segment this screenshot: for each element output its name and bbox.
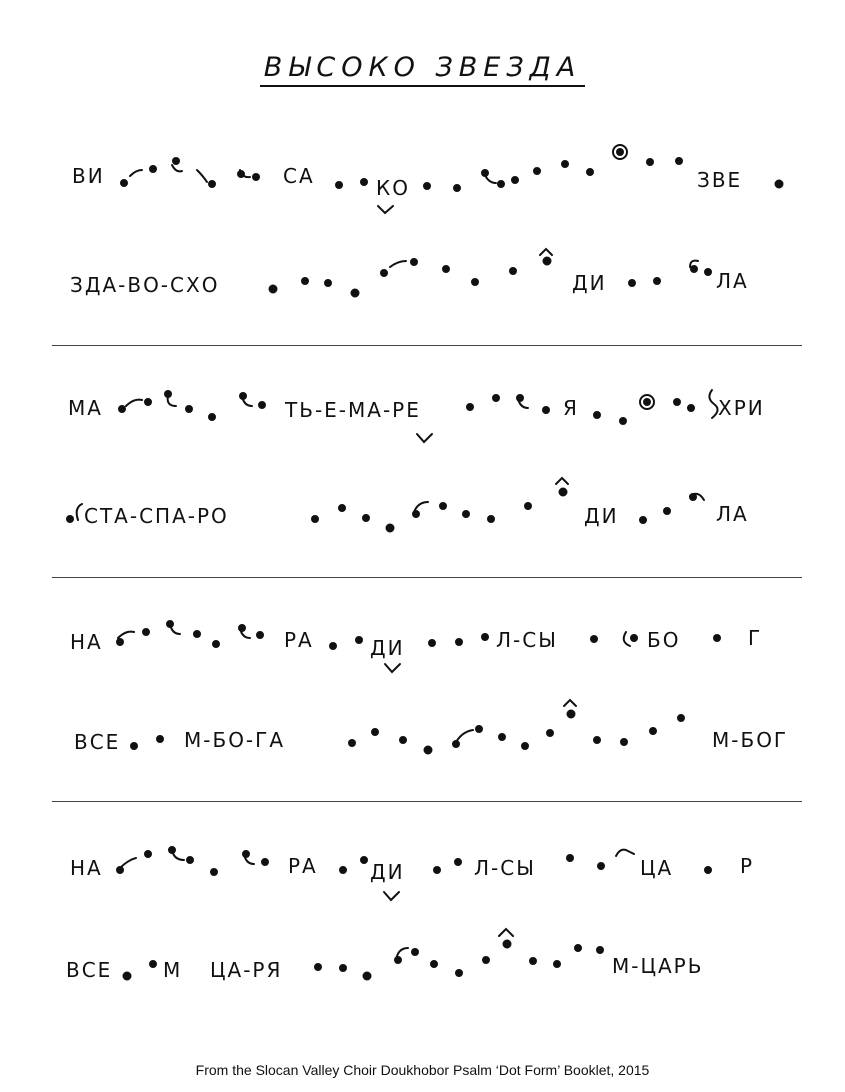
syllable: М-БОГ (712, 728, 789, 752)
source-caption: From the Slocan Valley Choir Doukhobor Psalm ‘Dot Form’ Booklet, 2015 (195, 1062, 650, 1078)
notation-line-1 (0, 140, 845, 230)
syllable: НА (70, 856, 103, 880)
syllable: ЦА-РЯ (210, 958, 283, 982)
notation-line-2 (0, 245, 845, 335)
syllable: СТА-СПА-РО (84, 504, 229, 528)
syllable: ДИ (584, 504, 619, 528)
syllable: ХРИ (718, 396, 765, 420)
notation-line-3 (0, 372, 845, 462)
dot-notation (0, 930, 845, 1020)
syllable: ЛА (716, 502, 749, 526)
dot-notation (0, 706, 845, 796)
dot-notation (0, 372, 845, 462)
syllable: РА (288, 854, 318, 878)
syllable: ЛА (716, 269, 749, 293)
syllable: БО (647, 628, 681, 652)
section-divider (52, 345, 802, 346)
syllable: М-ЦАРЬ (612, 954, 704, 978)
section-divider (52, 577, 802, 578)
dot-notation (0, 140, 845, 230)
syllable: Л-СЫ (474, 856, 536, 880)
syllable: ДИ (572, 271, 607, 295)
syllable: ЗВЕ (697, 168, 743, 192)
syllable: ЦА (640, 856, 674, 880)
syllable: РА (284, 628, 314, 652)
title-text: ВЫСОКО ЗВЕЗДА (260, 52, 586, 87)
dot-notation (0, 245, 845, 335)
syllable: ЗДА-ВО-СХО (70, 273, 220, 297)
syllable: ДИ (370, 860, 405, 884)
syllable: ВСЕ (74, 730, 121, 754)
syllable: Я (563, 396, 579, 420)
syllable: ВСЕ (66, 958, 113, 982)
syllable: М (163, 958, 183, 982)
syllable: НА (70, 630, 103, 654)
page-title (0, 52, 845, 83)
syllable: М-БО-ГА (184, 728, 286, 752)
notation-line-4 (0, 480, 845, 570)
syllable: МА (68, 396, 103, 420)
syllable: ДИ (370, 636, 405, 660)
notation-line-5 (0, 608, 845, 698)
dot-notation (0, 832, 845, 922)
syllable: Р (740, 854, 755, 878)
notation-line-7 (0, 832, 845, 922)
syllable: СА (283, 164, 315, 188)
section-divider (52, 801, 802, 802)
syllable: Л-СЫ (496, 628, 558, 652)
syllable: ТЬ-Е-МА-РЕ (285, 398, 421, 422)
syllable: КО (376, 176, 410, 200)
syllable: Г (748, 626, 763, 650)
syllable: ВИ (72, 164, 105, 188)
notation-line-6 (0, 706, 845, 796)
dot-notation (0, 480, 845, 570)
dot-notation (0, 608, 845, 698)
notation-line-8 (0, 930, 845, 1020)
